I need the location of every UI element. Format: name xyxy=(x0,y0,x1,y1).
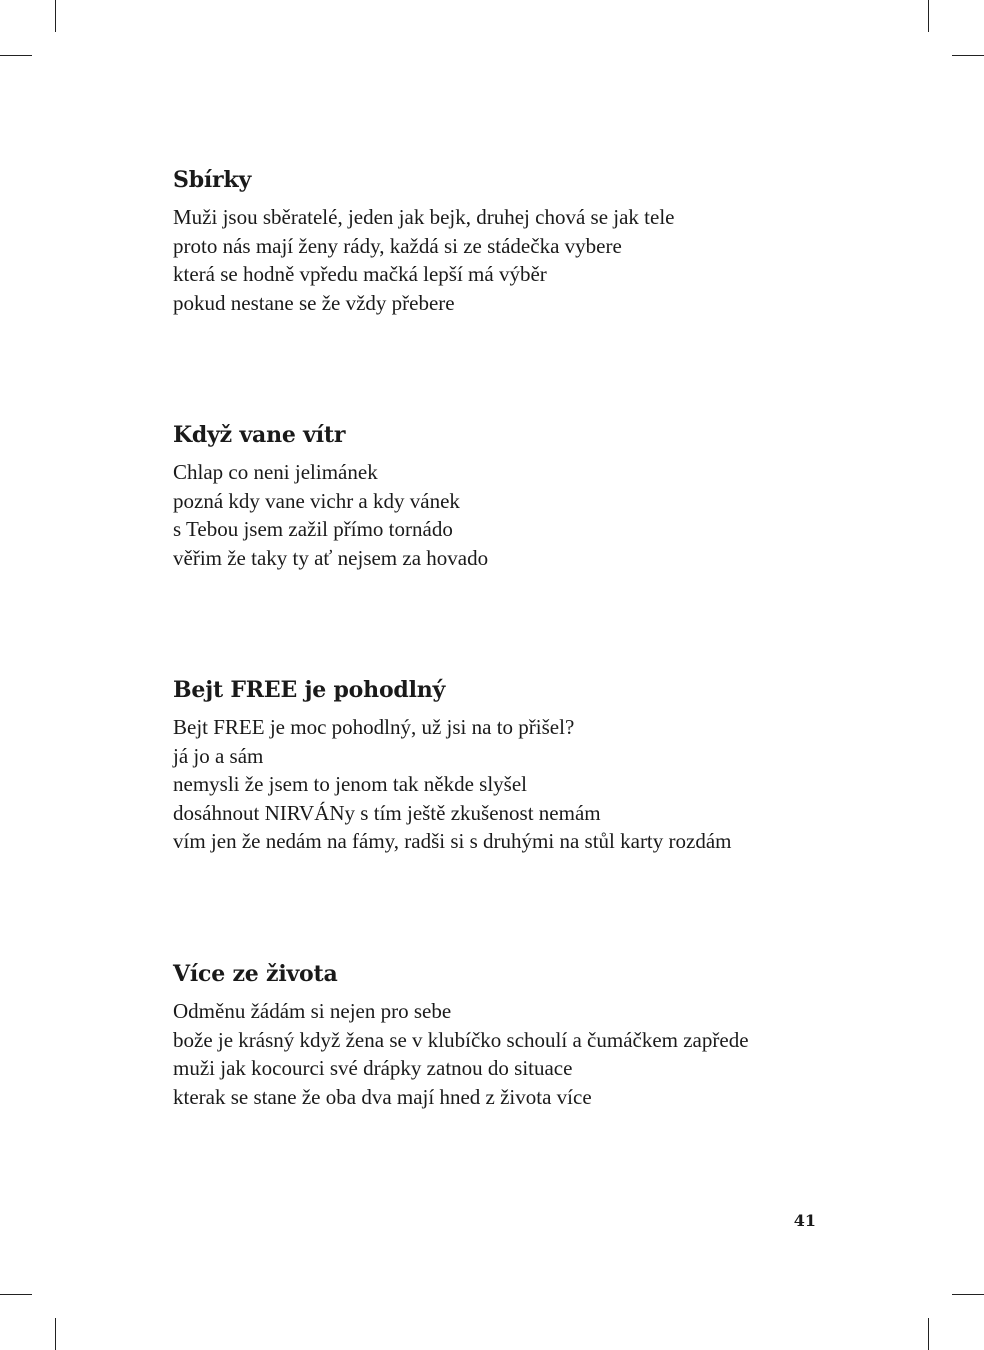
poem-line: pozná kdy vane vichr a kdy vánek xyxy=(173,488,460,513)
crop-mark-top-right-horizontal xyxy=(952,55,984,56)
poem-lines xyxy=(173,713,873,856)
poem-line: bože je krásný když žena se v klubíčko schoulí a čumáčkem zapřede xyxy=(173,1027,749,1052)
crop-mark-bottom-right-vertical xyxy=(928,1318,929,1350)
poem-lines xyxy=(173,203,873,317)
crop-mark-top-right-vertical xyxy=(928,0,929,32)
poem-line: nemysli že jsem to jenom tak někde slyšel xyxy=(173,772,528,797)
poem-line: pokud nestane se že vždy přebere xyxy=(173,290,455,315)
poem-line: Bejt FREE je moc pohodlný, už jsi na to přišel? xyxy=(173,715,575,739)
poem-line: já jo a sám xyxy=(173,743,264,768)
poem-line: vím jen že nedám na fámy, radši si s druhými na stůl karty rozdám xyxy=(173,829,732,854)
poem-line: proto nás mají ženy rády, každá si ze stádečka vybere xyxy=(173,233,622,258)
poem-line: kterak se stane že oba dva mají hned z života více xyxy=(173,1084,592,1109)
crop-mark-bottom-right-horizontal xyxy=(952,1294,984,1295)
poem-lines xyxy=(173,997,873,1111)
poem-sbirky xyxy=(173,165,873,317)
poem-line: Muži jsou sběratelé, jeden jak bejk, druhej chová se jak tele xyxy=(173,205,675,229)
poem-vice-ze-zivota xyxy=(173,959,873,1111)
poem-line: věřim že taky ty ať nejsem za hovado xyxy=(173,545,489,570)
crop-mark-bottom-left-horizontal xyxy=(0,1294,32,1295)
crop-mark-bottom-left-vertical xyxy=(55,1318,56,1350)
poem-line: která se hodně vpředu mačká lepší má výběr xyxy=(173,262,547,287)
poem-line: muži jak kocourci své drápky zatnou do situace xyxy=(173,1056,573,1081)
poem-line: dosáhnout NIRVÁNy s tím ještě zkušenost nemám xyxy=(173,800,601,825)
poem-line: s Tebou jsem zažil přímo tornádo xyxy=(173,517,453,542)
poem-title: Když vane vítr xyxy=(173,422,346,448)
poem-title: Bejt FREE je pohodlný xyxy=(173,677,446,703)
crop-mark-top-left-vertical xyxy=(55,0,56,32)
poem-title: Sbírky xyxy=(173,167,252,193)
poem-line: Odměnu žádám si nejen pro sebe xyxy=(173,999,452,1023)
poem-kdyz-vane-vitr xyxy=(173,420,873,572)
poem-bejt-free xyxy=(173,675,873,856)
poem-line: Chlap co neni jelimánek xyxy=(173,460,378,484)
poem-title: Více ze života xyxy=(173,961,338,987)
poem-lines xyxy=(173,458,873,572)
crop-mark-top-left-horizontal xyxy=(0,55,32,56)
page-number: 41 xyxy=(793,1211,816,1230)
